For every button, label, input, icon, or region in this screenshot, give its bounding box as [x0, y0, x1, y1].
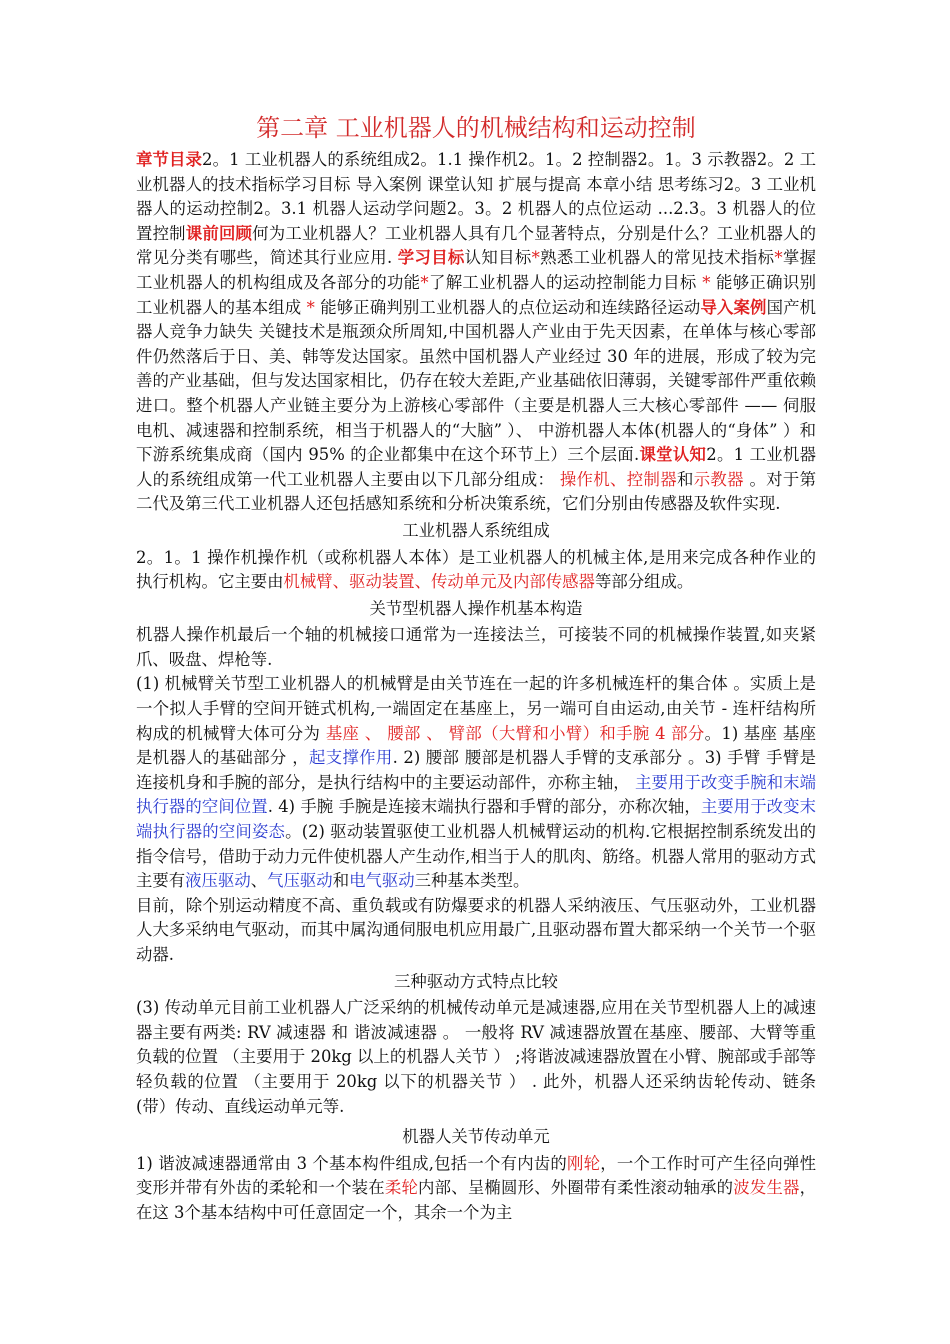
arm-text: 。1) 基座 基座是机器人的基础部分 ，	[136, 723, 816, 768]
case-label: 导入案例	[700, 297, 767, 317]
separator: 和	[332, 871, 350, 891]
term-hydraulic: 液压驱动	[185, 871, 251, 891]
highlight-components: 机械臂、驱动装置、传动单元及内部传感器	[283, 572, 595, 592]
toc-text: 2。1 工业机器人的系统组成2。1.1 操作机2。1。2 控制器2。1。3 示教器2。2 工业机器人的技术指标学习目标 导入案例 课堂认知 扩展与提高 本章小结 思考练习2。3 工业机器人的运动控制2。3.1 机器人运动学问题2。3。2 机器人的点位运动 ...2.3。3 机器人的位置控制	[136, 150, 817, 243]
document-body	[136, 112, 816, 1226]
tool-paragraph: 机器人操作机最后一个轴的机械接口通常为一连接法兰，可接装不同的机械操作装置,如夹紧爪、吸盘、焊枪等.	[136, 625, 816, 669]
section-text: 2。1。1 操作机操作机（或称机器人本体）是工业机器人的机械主体,是用来完成各种作业的执行机构。它主要由	[136, 547, 816, 592]
goals-label: 学习目标	[397, 248, 465, 268]
arm-text: . 4) 手腕 手腕是连接末端执行器和手臂的部分，亦称次轴，	[267, 797, 701, 817]
arm-paragraph	[136, 672, 816, 893]
goal-star: *	[702, 272, 711, 292]
harmonic-text: ，在这 3个基本结构中可任意固定一个，其余一个为主	[136, 1178, 817, 1222]
separator: 和	[676, 469, 694, 489]
arm-text: 三种基本类型。	[414, 871, 530, 891]
term-flexspline: 柔轮	[384, 1178, 419, 1198]
arm-text: . 2) 腰部 腰部是机器人手臂的支承部分 。3) 手臂 手臂是连接机身和手腕的部分，是执行结构中的主要运动部件，亦称主轴，	[136, 748, 817, 792]
figure-caption-transmission: 机器人关节传动单元	[402, 1127, 550, 1147]
arm-text: 。(2) 驱动装置驱使工业机器人机械臂运动的机构.它根据控制系统发出的指令信号，借助于动力元件使机器人产生动作,相当于人的肌肉、筋络。机器人常用的驱动方式主要有	[136, 822, 817, 891]
goal-a: 认知目标	[464, 248, 532, 268]
harmonic-text: 1) 谐波减速器通常由 3 个基本构件组成,包括一个有内齿的	[136, 1153, 568, 1173]
section-2-1-1-paragraph	[136, 546, 816, 595]
toc-label: 章节目录	[136, 150, 203, 169]
highlight-position: 主要用于改变手腕和末端执行器的空间位置	[136, 772, 817, 817]
term-wave-generator: 波发生器	[733, 1178, 800, 1198]
transmission-paragraph: (3) 传动单元目前工业机器人广泛采纳的机械传动单元是减速器,应用在关节型机器人上的减速器主要有两类: RV 减速器 和 谐波减速器 。 一般将 RV 减速器放置在基座、腰部、大臂等重负载的位置 （主要用于 20kg 以上的机器人关节 ） ;将谐波减速器放置在小臂、腕部或手部等轻负载的位置 （主要用于 20kg 以下的机器关节 ） . 此外，机器人还采纳齿轮传动、链条(带）传动、直线运动单元等.	[136, 998, 816, 1116]
arm-text: (1) 机械臂关节型工业机器人的机械臂是由关节连在一起的许多机械连杆的集合体 。实质上是一个拟人手臂的空间开链式机构,一端固定在基座上，另一端可自由运动,由关节 - 连杆结构所构成的机械臂大体可分为	[136, 674, 816, 743]
goal-c: 掌握工业机器人的机构组成及各部分的功能	[136, 248, 817, 292]
separator: 、	[250, 871, 268, 891]
term-pneumatic: 气压驱动	[267, 871, 333, 891]
goal-star: *	[774, 248, 783, 268]
goal-star: *	[306, 297, 315, 317]
drive-paragraph: 目前，除个别运动精度不高、重负载或有防爆要求的机器人采纳液压、气压驱动外，工业机器人大多采纳电气驱动，而其中属沟通伺服电机应用最广,且驱动器布置大都采纳一个关节一个驱动器.	[136, 895, 816, 964]
figure-caption-manipulator: 关节型机器人操作机基本构造	[369, 598, 583, 618]
harmonic-text: 内部、呈椭圆形、外圈带有柔性滚动轴承的	[418, 1178, 734, 1198]
goal-d: 了解工业机器人的运动控制能力目标	[428, 272, 697, 292]
term-controller: 控制器	[626, 469, 677, 489]
harmonic-paragraph	[136, 1152, 816, 1226]
term-circular-spline: 刚轮	[567, 1153, 601, 1173]
chapter-title: 第二章 工业机器人的机械结构和运动控制	[256, 114, 696, 142]
intro-paragraph	[136, 148, 816, 517]
case-text: 国产机器人竞争力缺失 关键技术是瓶颈众所周知,中国机器人产业由于先天因素，在单体与核心零部件仍然落后于日、美、韩等发达国家。虽然中国机器人产业经过 30 年的进展，形成了较为完善的产业基础，但与发达国家相比，仍存在较大差距,产业基础依旧薄弱，关键零部件严重依赖进口。整个机器人产业链主要分为上游核心零部件（主要是机器人三大核心零部件 —— 伺服电机、减速器和控制系统，相当于机器人的“大脑” ）、 中游机器人本体(机器人的“身体” ）和下游系统集成商（国内 95% 的企业都集中在这个环节上）三个层面.	[136, 297, 817, 465]
highlight-pose: 主要用于改变末端执行器的空间姿态	[136, 797, 816, 842]
class-text-2: 。对于第二代及第三代工业机器人还包括感知系统和分析决策系统，它们分别由传感器及软件实现.	[136, 469, 817, 514]
goal-b: 熟悉工业机器人的常见技术指标	[539, 248, 775, 268]
class-label: 课堂认知	[639, 445, 707, 465]
term-manipulator: 操作机	[559, 469, 611, 489]
figure-caption-system: 工业机器人系统组成	[402, 520, 550, 540]
figure-caption-drive: 三种驱动方式特点比较	[394, 971, 558, 991]
highlight-support: 起支撑作用	[308, 748, 393, 768]
goal-star: *	[531, 248, 540, 268]
highlight-arm-parts: 基座 、 腰部 、 臂部（大臂和小臂）和手腕 4 部分	[325, 723, 705, 743]
separator: 、	[610, 469, 627, 489]
term-electric: 电气驱动	[349, 871, 415, 891]
section-text: 等部分组成。	[594, 572, 694, 592]
class-text-1: 2。1 工业机器人的系统组成第一代工业机器人主要由以下几部分组成：	[136, 445, 817, 489]
goal-f: 能够正确判别工业机器人的点位运动和连续路径运动	[314, 297, 701, 317]
term-teach-pendant: 示教器	[693, 469, 744, 489]
goal-star: *	[420, 272, 429, 292]
review-label: 课前回顾	[185, 223, 253, 243]
goal-e: 能够正确识别工业机器人的基本组成	[136, 272, 817, 317]
harmonic-text: ，一个工作时可产生径向弹性变形并带有外齿的柔轮和一个装在	[136, 1153, 817, 1198]
review-text: 何为工业机器人？工业机器人具有几个显著特点，分别是什么？工业机器人的常见分类有哪些，简述其行业应用.	[136, 223, 817, 268]
